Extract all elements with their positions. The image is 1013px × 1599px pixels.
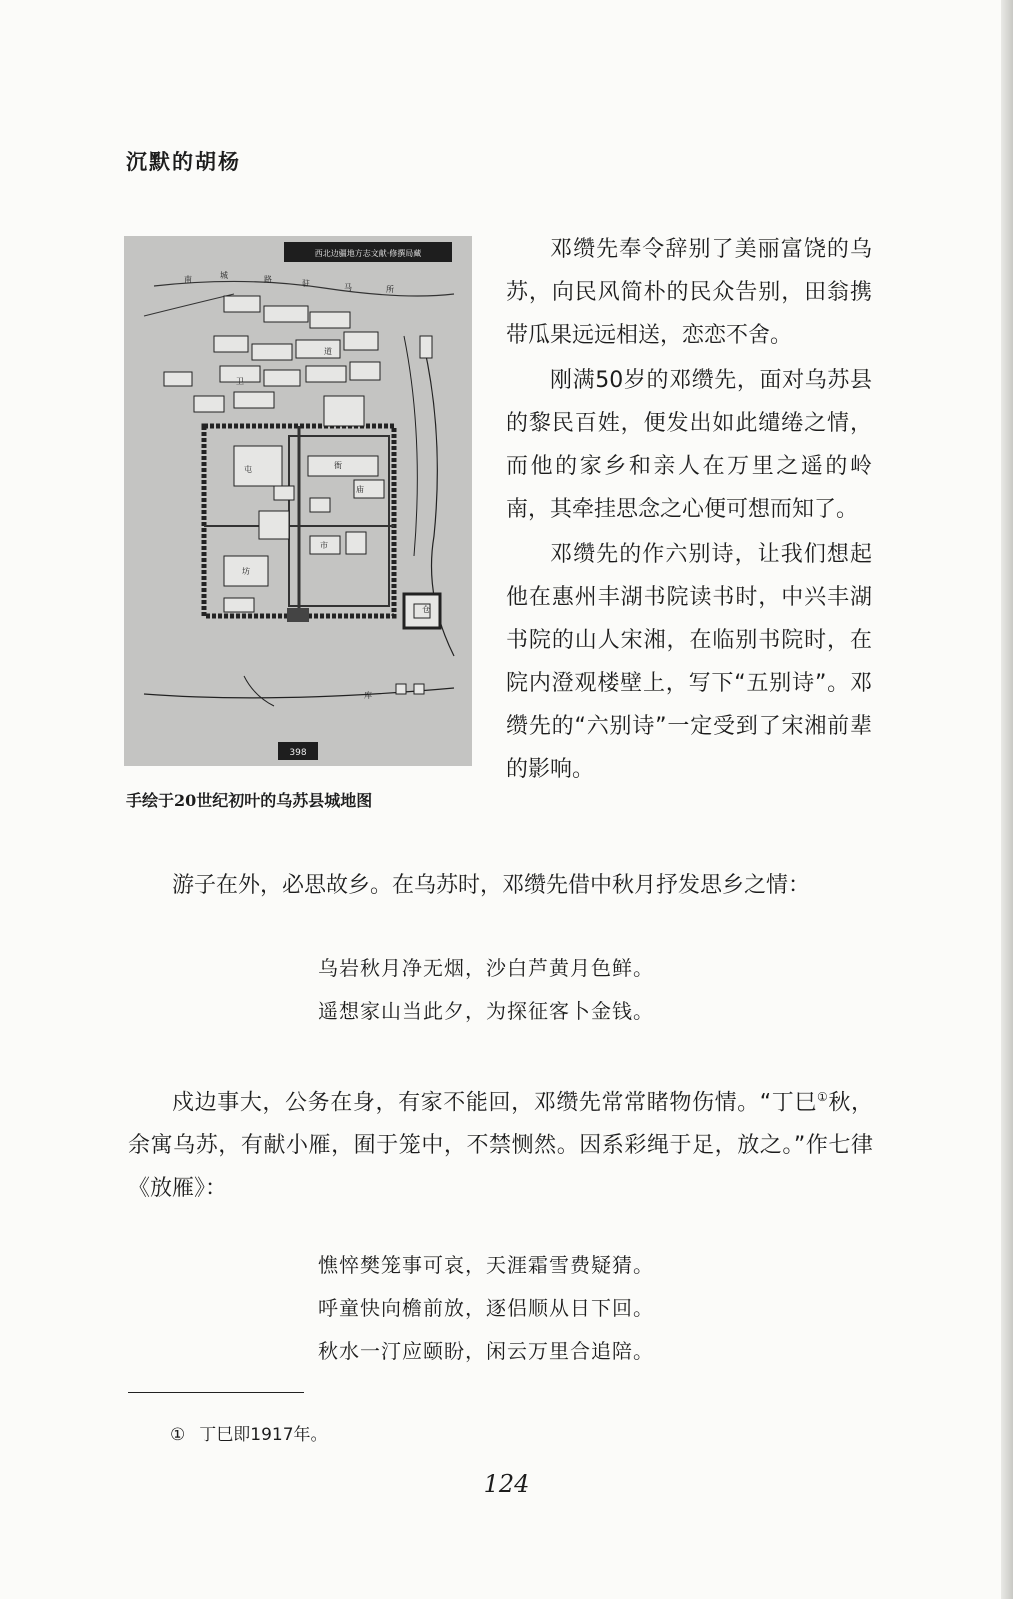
paragraph-block — [128, 1076, 873, 1210]
map-banner-text: 西北边疆地方志文献·修撰局藏 — [314, 249, 422, 258]
footnote-ref[interactable]: ① — [817, 1090, 829, 1104]
map-label: 路 — [264, 275, 272, 284]
page-edge-shadow — [1001, 0, 1013, 1599]
map-label: 所 — [386, 285, 394, 294]
map-label: 仓 — [422, 605, 430, 614]
poem-line: 遥想家山当此夕，为探征客卜金钱。 — [318, 999, 654, 1023]
map-figure — [124, 236, 472, 766]
paragraph-text: 戍边事大，公务在身，有家不能回，邓缵先常常睹物伤情。“丁巳 — [172, 1090, 817, 1116]
map-page-badge: 398 — [289, 748, 307, 758]
map-label: 卫 — [236, 377, 244, 386]
footnote-text: 丁巳即1917年。 — [199, 1425, 328, 1445]
map-label: 马 — [344, 283, 352, 292]
paragraph-block — [128, 864, 873, 907]
map-label: 市 — [320, 541, 328, 550]
paragraph: 刚满50岁的邓缵先，面对乌苏县的黎民百姓，便发出如此缱绻之情，而他的家乡和亲人在万里之遥的岭南，其牵挂思念之心便可想而知了。 — [506, 368, 872, 522]
footnote — [170, 1420, 328, 1445]
page-number: 124 — [483, 1470, 530, 1498]
poem-block — [318, 947, 654, 1033]
figure-caption: 手绘于20世纪初叶的乌苏县城地图 — [126, 791, 373, 810]
map-label: 驻 — [302, 279, 310, 288]
map-label: 庙 — [356, 485, 364, 494]
paragraph — [128, 1076, 873, 1210]
paragraph: 邓缵先的作六别诗，让我们想起他在惠州丰湖书院读书时，中兴丰湖书院的山人宋湘，在临别书院时，在院内澄观楼壁上，写下“五别诗”。邓缵先的“六别诗”一定受到了宋湘前辈的影响。 — [506, 542, 872, 782]
poem-block — [318, 1244, 654, 1373]
footnote-mark: ① — [170, 1425, 186, 1445]
paragraph: 邓缵先奉令辞别了美丽富饶的乌苏，向民风简朴的民众告别，田翁携带瓜果远远相送，恋恋不舍。 — [506, 237, 872, 348]
running-title: 沉默的胡杨 — [126, 149, 241, 174]
paragraph-text: 秋，余寓乌苏，有献小雁，囿于笼中，不禁恻然。因系彩绳于足，放之。”作七律《放雁》： — [128, 1090, 873, 1202]
map-label: 屯 — [244, 465, 252, 474]
poem-line: 乌岩秋月净无烟，沙白芦黄月色鲜。 — [318, 956, 654, 980]
map-label: 道 — [324, 347, 332, 356]
map-label: 衙 — [334, 461, 342, 470]
map-label: 南 — [184, 275, 192, 284]
map-label: 库 — [364, 691, 372, 700]
paragraph: 游子在外，必思故乡。在乌苏时，邓缵先借中秋月抒发思乡之情： — [172, 873, 811, 898]
side-column-text — [506, 228, 872, 793]
poem-line: 憔悴樊笼事可哀，天涯霜雪费疑猜。 — [318, 1253, 654, 1277]
hand-drawn-county-map — [124, 236, 472, 766]
poem-line: 呼童快向檐前放，逐侣顺从日下回。 — [318, 1296, 654, 1320]
footnote-rule — [128, 1392, 304, 1393]
map-label: 坊 — [242, 567, 250, 576]
map-label: 城 — [220, 271, 228, 280]
poem-line: 秋水一汀应颐盼，闲云万里合追陪。 — [318, 1339, 654, 1363]
